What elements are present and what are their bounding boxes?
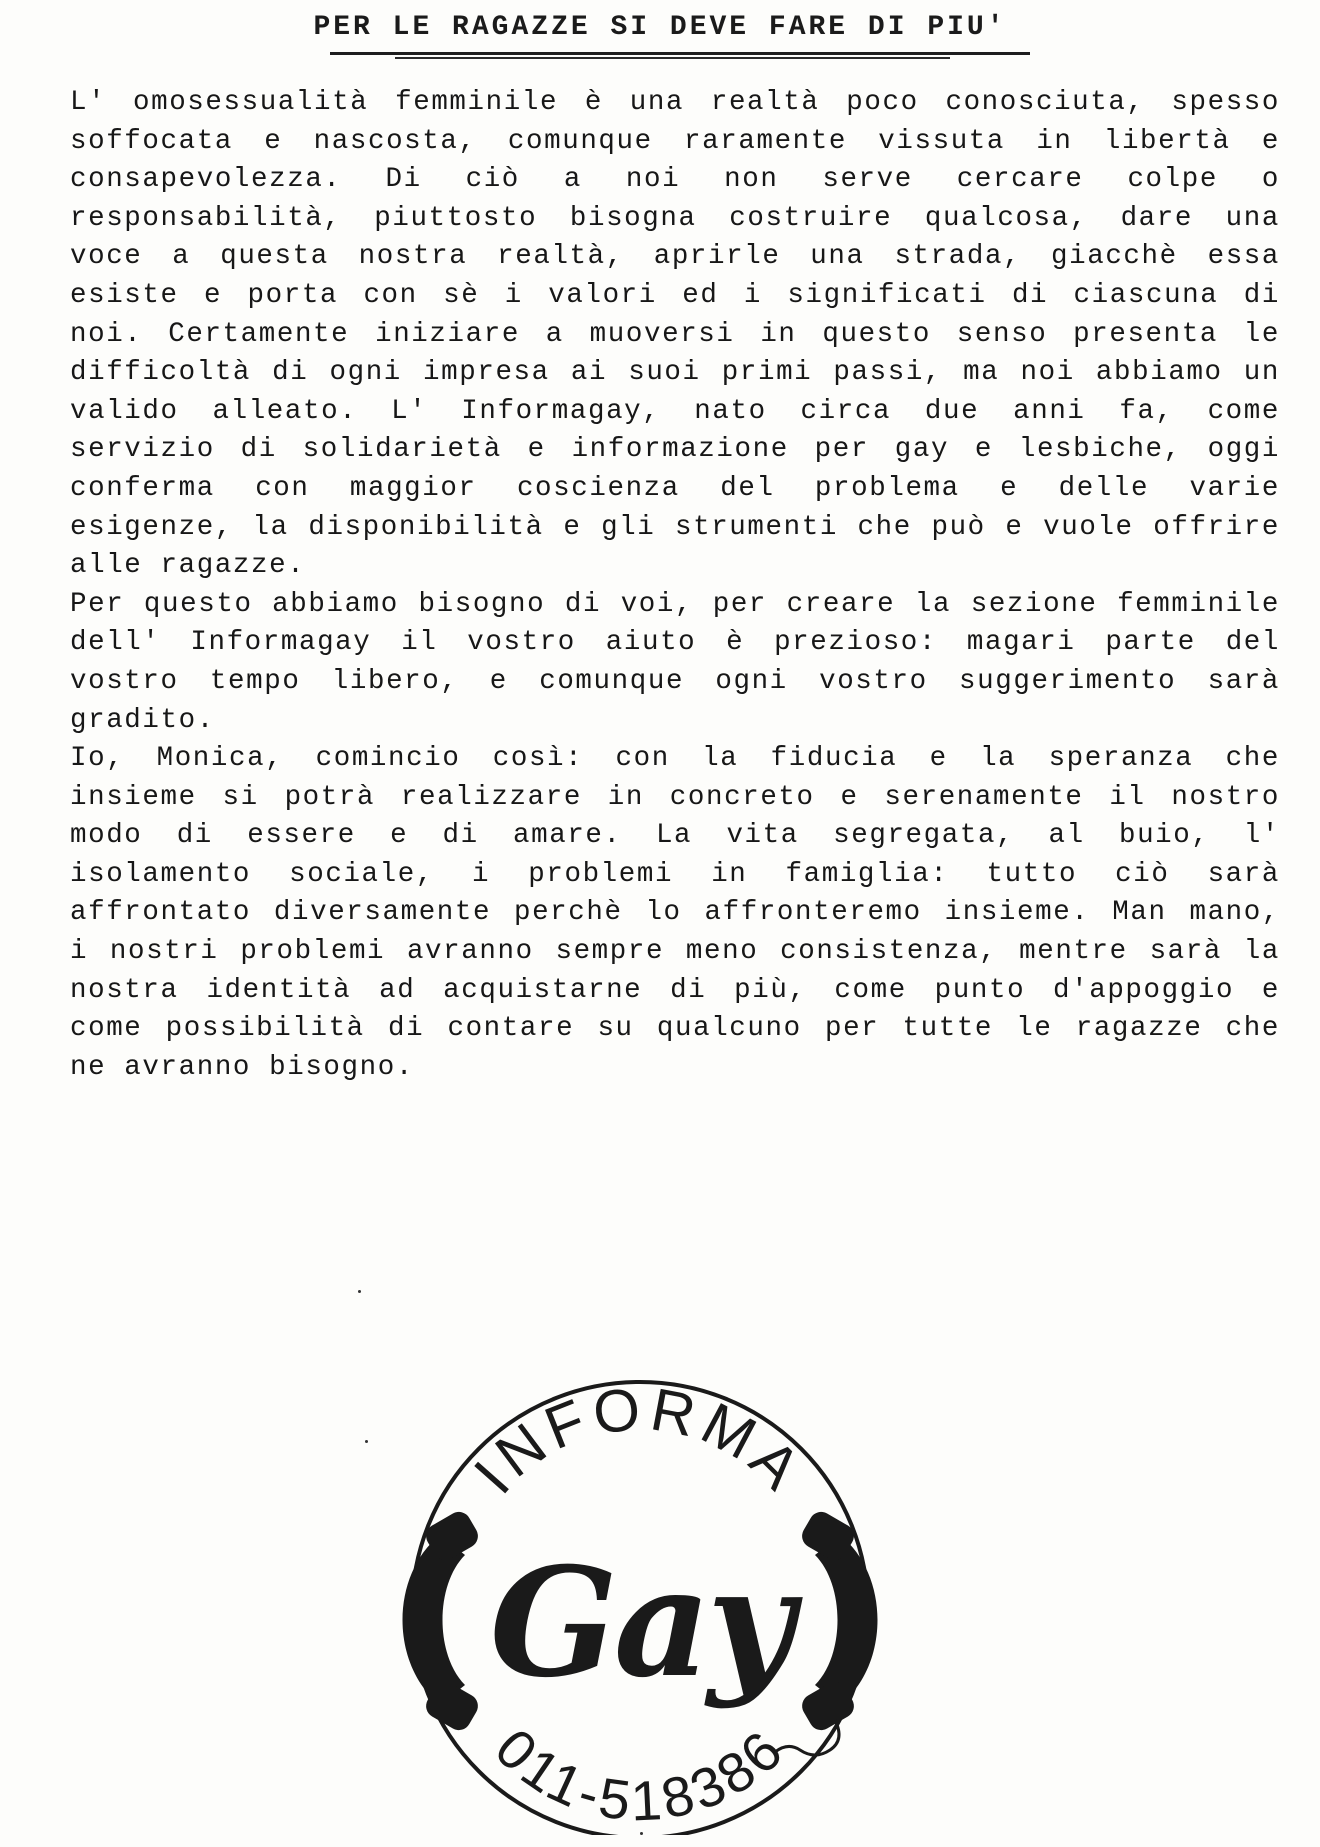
paragraph-1: L' omosessualità femminile è una realtà poco conosciuta, spesso soffocata e nascosta, comunque raramente vissuta in libertà e consapevolezza. Di ciò a noi non serve cercare colpe o responsabilità, piuttosto bisogna costruire qualcosa, dare una voce a questa nostra realtà, aprirle una strada, giacchè essa esiste e porta con sè i valori ed i significati di ciascuna di noi. Certamente iniziare a muoversi in questo senso presenta le difficoltà di ogni impresa ai suoi primi passi, ma noi abbiamo un valido alleato. L' Informagay, nato circa due anni fa, come servizio di solidarietà e informazione per gay e lesbiche, oggi conferma con maggior coscienza del problema e delle varie esigenze, la disponibilità e gli strumenti che può e vuole offrire alle ragazze. xyxy=(70,87,1280,582)
logo-phone-number: 011-518386 xyxy=(483,1716,797,1833)
telephone-handset-icon xyxy=(775,1508,878,1755)
informagay-logo xyxy=(370,1375,910,1835)
title-underline-second xyxy=(395,57,950,59)
title-underline xyxy=(330,52,1030,55)
logo-center-text: Gay xyxy=(489,1535,791,1711)
article-body xyxy=(70,84,1280,1087)
page-title: PER LE RAGAZZE SI DEVE FARE DI PIU' xyxy=(313,12,1007,43)
logo-top-text: INFORMA xyxy=(461,1375,818,1507)
telephone-handset-icon xyxy=(403,1508,483,1735)
paragraph-2: Per questo abbiamo bisogno di voi, per creare la sezione femminile dell' Informagay il vostro aiuto è prezioso: magari parte del vostro tempo libero, e comunque ogni vostro suggerimento sarà gradito. xyxy=(70,588,1280,736)
scan-speck xyxy=(358,1290,361,1293)
scan-speck xyxy=(365,1440,368,1443)
paragraph-3: Io, Monica, comincio così: con la fiducia e la speranza che insieme si potrà realizzare in concreto e serenamente il nostro modo di essere e di amare. La vita segregata, al buio, l' isolamento sociale, i problemi in famiglia: tutto ciò sarà affrontato diversamente perchè lo affronteremo insieme. Man mano, i nostri problemi avranno sempre meno consistenza, mentre sarà la nostra identità ad acquistarne di più, come punto d'appoggio e come possibilità di contare su qualcuno per tutte le ragazze che ne avranno bisogno. xyxy=(70,743,1280,1083)
